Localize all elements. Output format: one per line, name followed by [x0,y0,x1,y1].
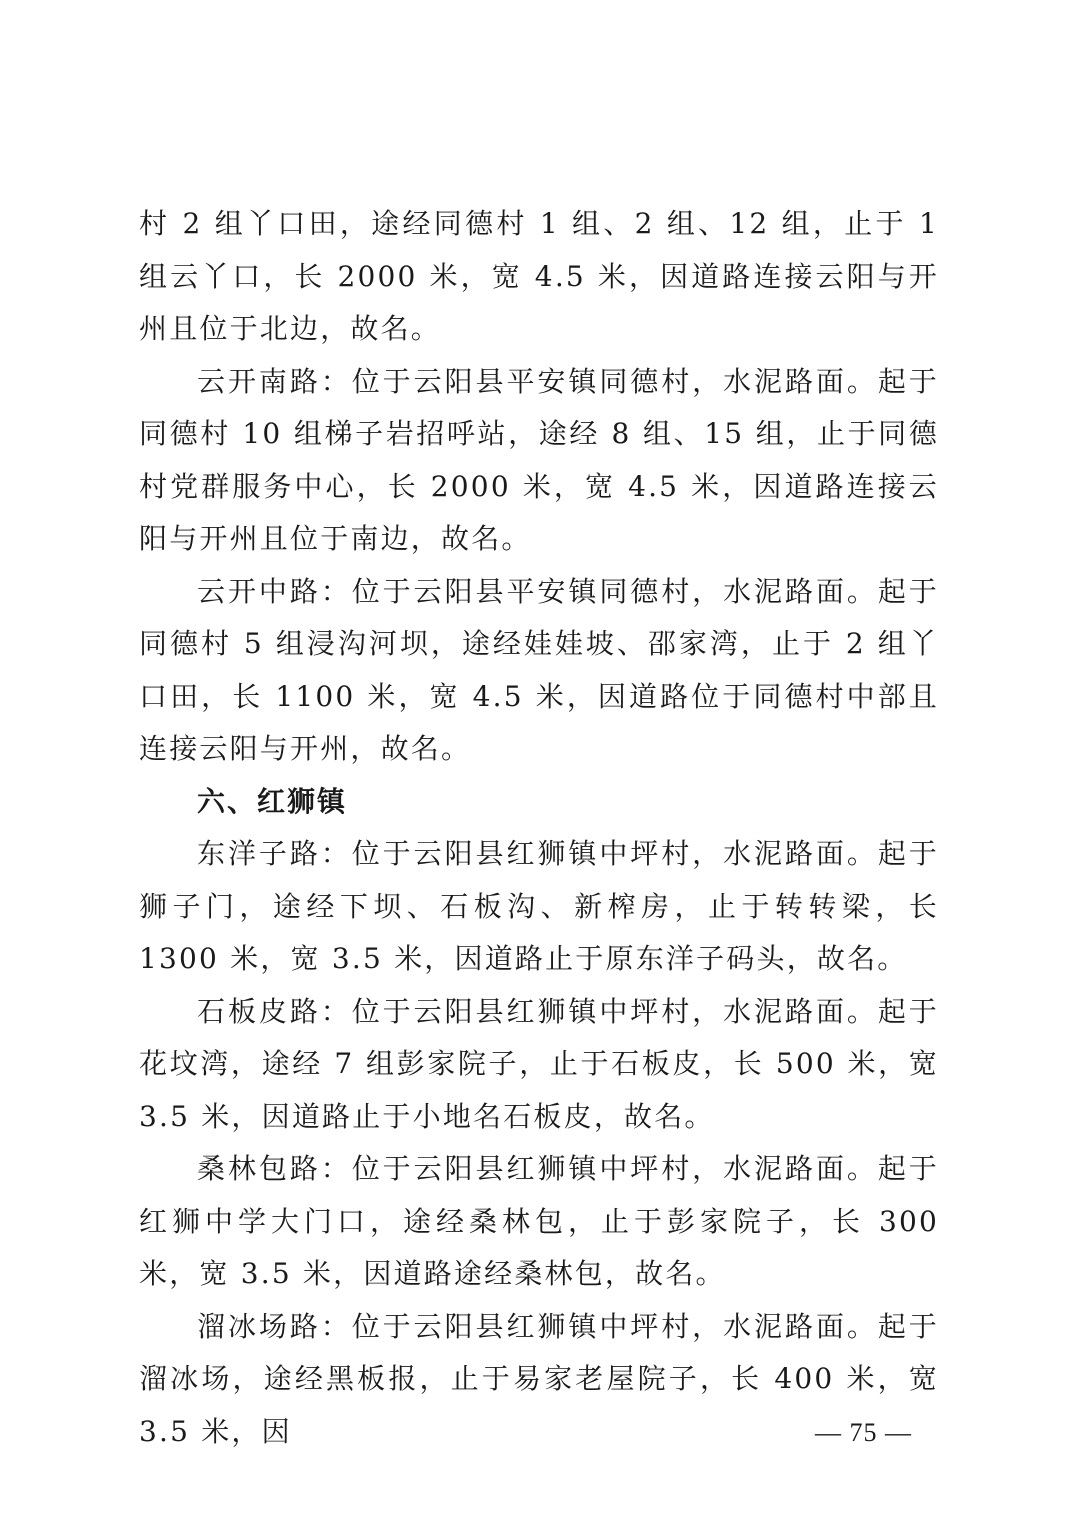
paragraph-continuation: 村 2 组丫口田，途经同德村 1 组、2 组、12 组，止于 1 组云丫口，长 2000 米，宽 4.5 米，因道路连接云阳与开州且位于北边，故名。 [139,207,939,345]
page-number: — 75 — [815,1418,912,1447]
section-heading-hongshi-town: 六、红狮镇 [197,784,348,818]
paragraph-dongyangzi-road: 东洋子路：位于云阳县红狮镇中坪村，水泥路面。起于狮子门，途经下坝、石板沟、新榨房，止于转转梁，长 1300 米，宽 3.5 米，因道路止于原东洋子码头，故名。 [139,837,939,975]
paragraph-yunkai-middle-road: 云开中路：位于云阳县平安镇同德村，水泥路面。起于同德村 5 组浸沟河坝，途经娃娃坡、邵家湾，止于 2 组丫口田，长 1100 米，宽 4.5 米，因道路位于同德村中部且连接云阳与开州，故名。 [139,574,939,765]
paragraph-shibanpi-road: 石板皮路：位于云阳县红狮镇中坪村，水泥路面。起于花坟湾，途经 7 组彭家院子，止于石板皮，长 500 米，宽 3.5 米，因道路止于小地名石板皮，故名。 [139,994,939,1133]
document-body [139,198,939,1458]
paragraph-yunkai-south-road: 云开南路：位于云阳县平安镇同德村，水泥路面。起于同德村 10 组梯子岩招呼站，途经 8 组、15 组，止于同德村党群服务中心，长 2000 米，宽 4.5 米，因道路连接云阳与开州且位于南边，故名。 [139,364,939,555]
paragraph-liubingchang-road: 溜冰场路：位于云阳县红狮镇中坪村，水泥路面。起于溜冰场，途经黑板报，止于易家老屋院子，长 400 米，宽 3.5 米，因 [139,1309,939,1448]
paragraph-sanglinbao-road: 桑林包路：位于云阳县红狮镇中坪村，水泥路面。起于红狮中学大门口，途经桑林包，止于彭家院子，长 300 米，宽 3.5 米，因道路途经桑林包，故名。 [139,1152,939,1290]
